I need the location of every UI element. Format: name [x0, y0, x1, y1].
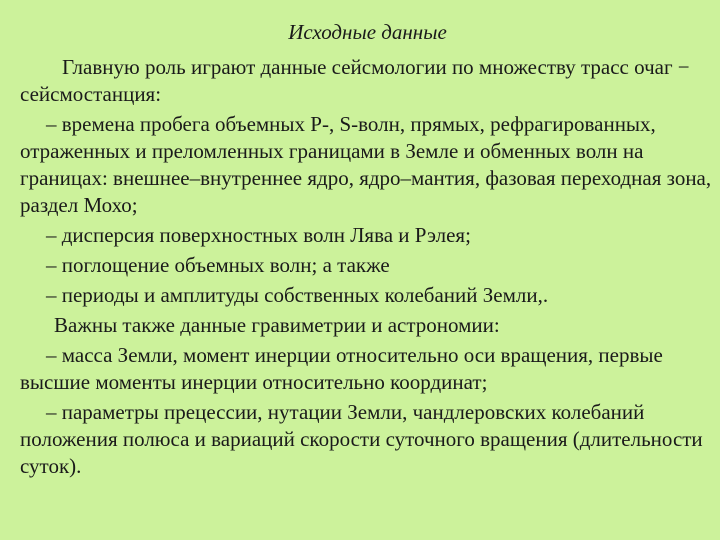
paragraph-free-oscillations: – периоды и амплитуды собственных колебаний Земли,. — [46, 283, 549, 307]
paragraph-earth-mass: – масса Земли, момент инерции относительно оси вращения, первые высшие моменты инерции относительно координат; — [20, 343, 663, 394]
paragraph-gravimetry: Важны также данные гравиметрии и астрономии: — [54, 313, 500, 337]
paragraph-dispersion: – дисперсия поверхностных волн Лява и Рэлея; — [46, 223, 471, 247]
slide-title: Исходные данные — [288, 20, 447, 44]
slide-body — [20, 54, 716, 483]
paragraph-precession: – параметры прецессии, нутации Земли, чандлеровских колебаний положения полюса и вариаций скорости суточного вращения (длительности суток). — [20, 400, 703, 478]
paragraph-intro: Главную роль играют данные сейсмологии по множеству трасс очаг − сейсмостанция: — [20, 55, 690, 106]
paragraph-absorption: – поглощение объемных волн; а также — [46, 253, 390, 277]
paragraph-travel-times: – времена пробега объемных Р-, S-волн, прямых, рефрагированных, отраженных и преломленных границами в Земле и обменных волн на границах: внешнее–внутреннее ядро, ядро–мантия, фазовая переходная зона, раздел Мохо; — [20, 112, 712, 217]
